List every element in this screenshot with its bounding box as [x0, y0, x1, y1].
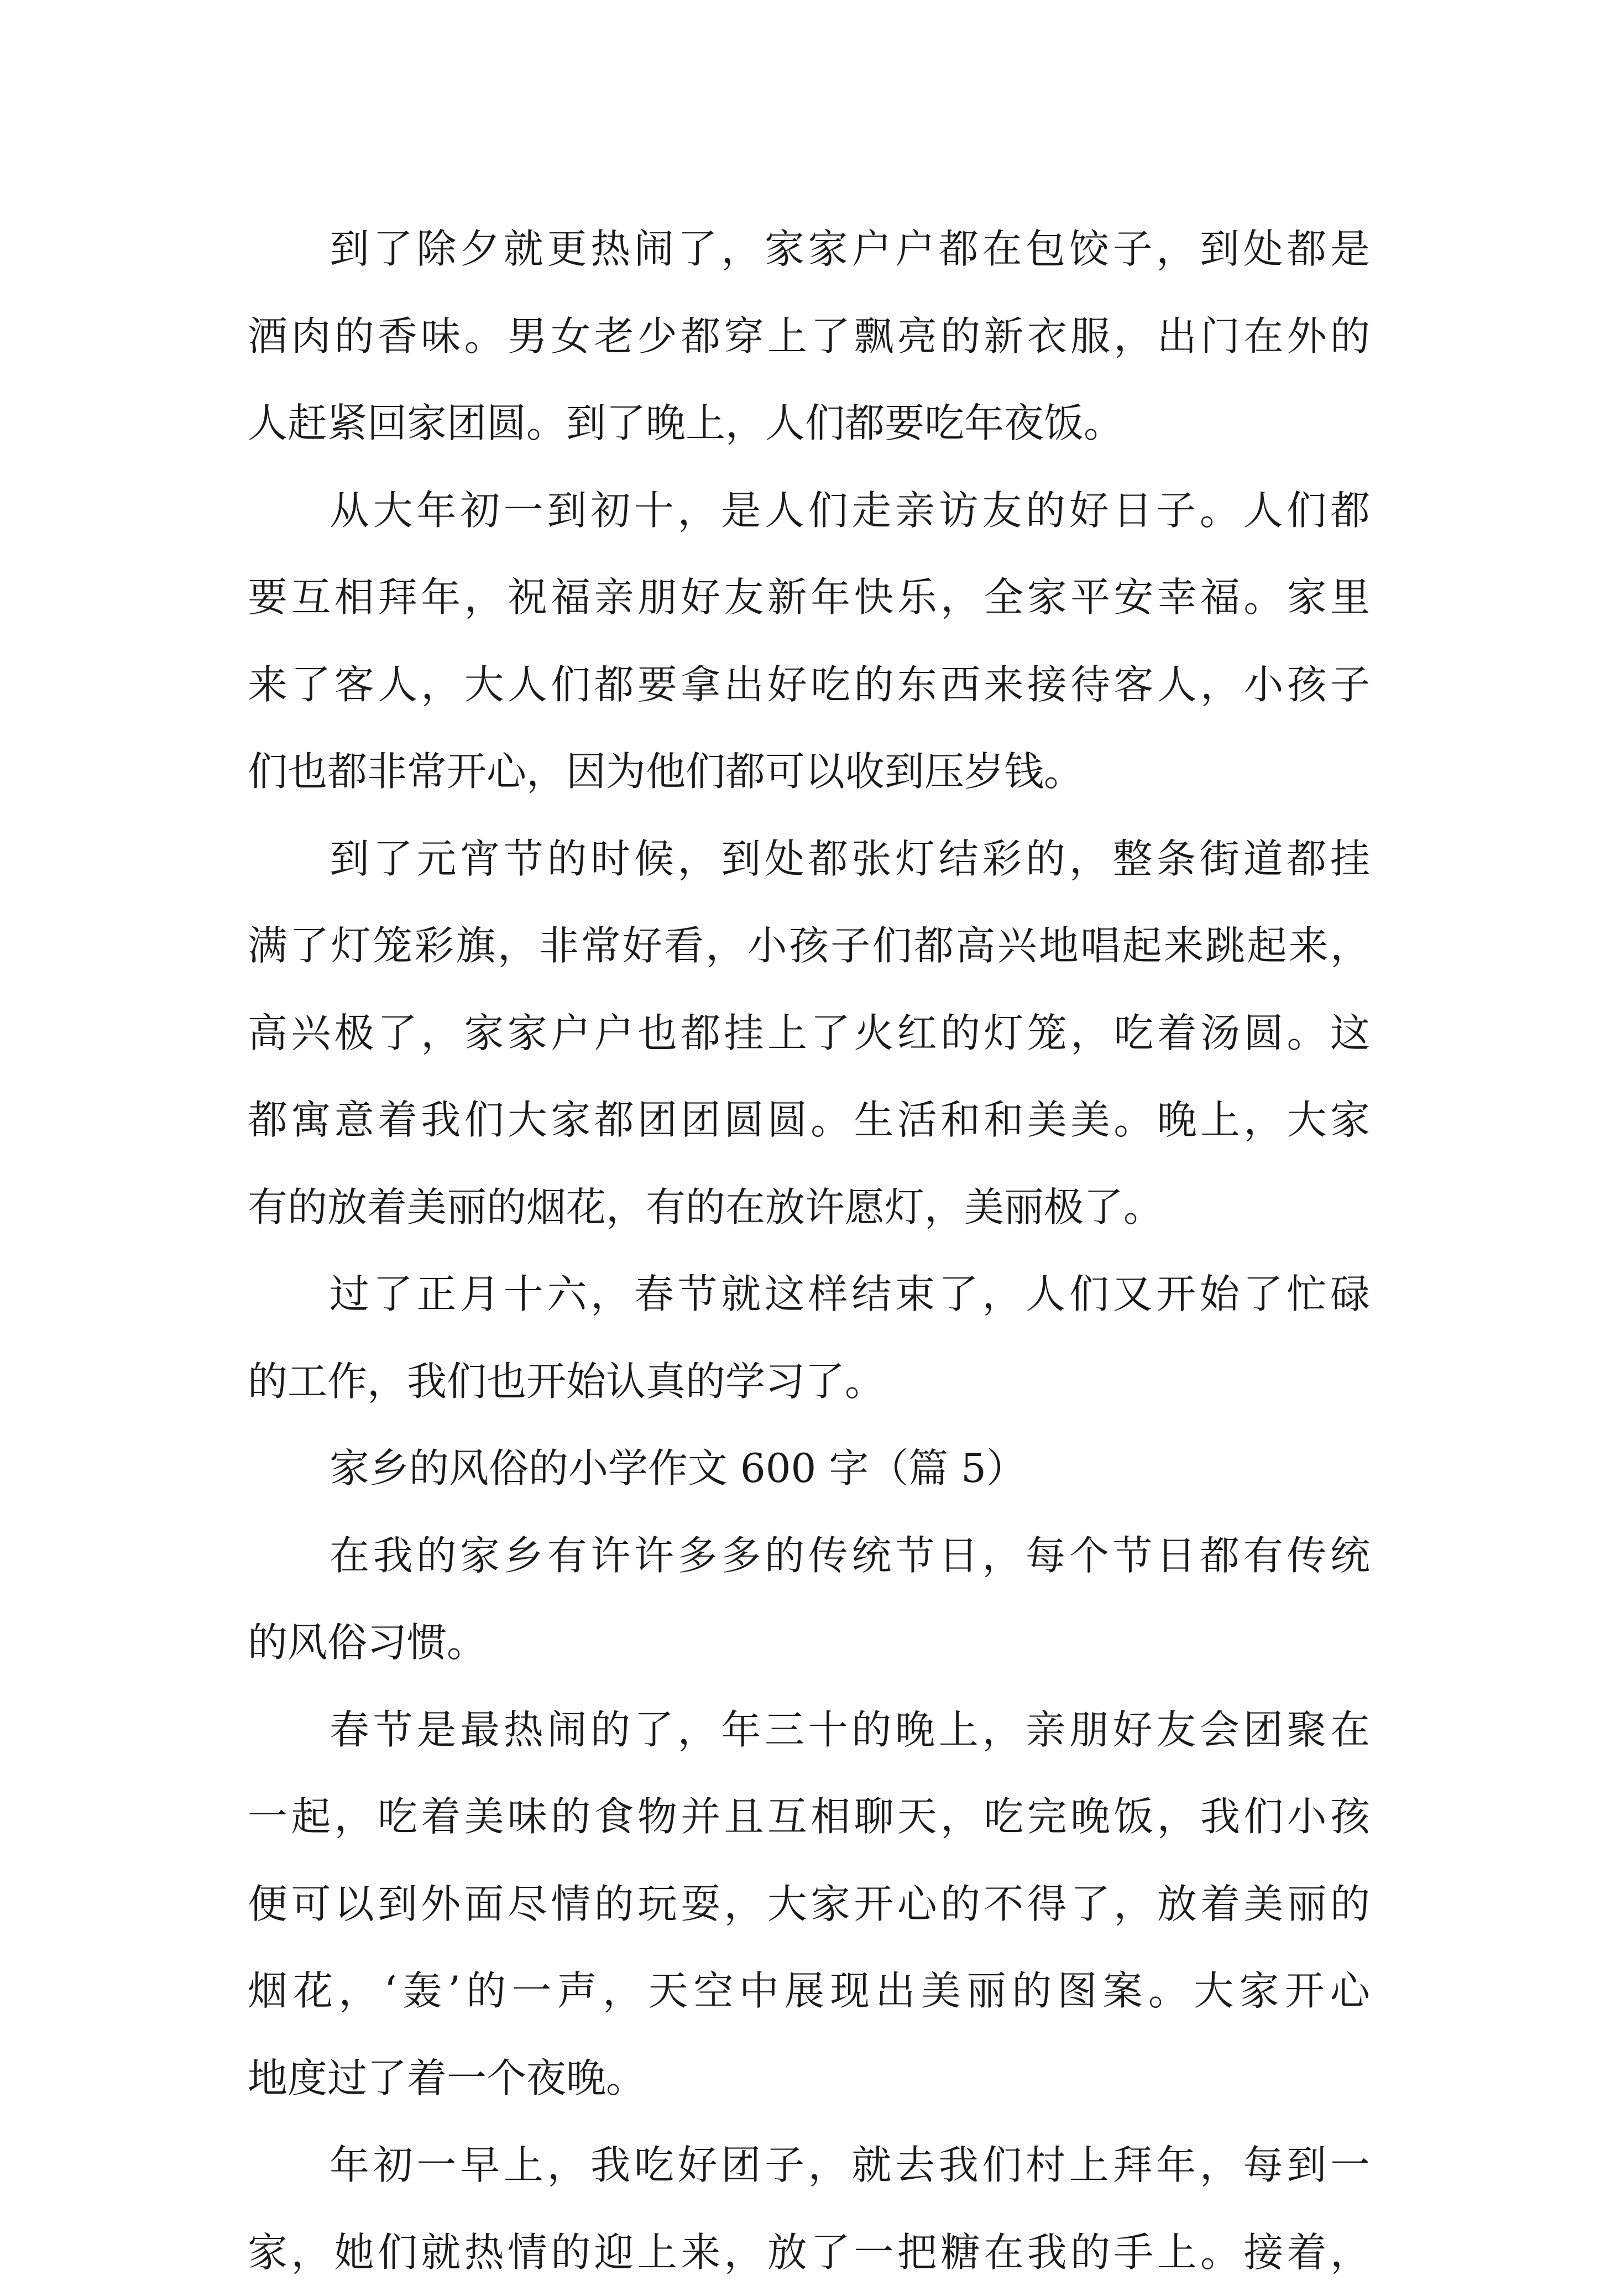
text-line: 的风俗习惯。 [248, 1599, 1370, 1687]
text-line: 满了灯笼彩旗，非常好看，小孩子们都高兴地唱起来跳起来， [248, 902, 1370, 990]
text-line: 地度过了着一个夜晚。 [248, 2035, 1370, 2122]
text-line: 要互相拜年，祝福亲朋好友新年快乐，全家平安幸福。家里 [248, 554, 1370, 641]
text-line: 高兴极了，家家户户也都挂上了火红的灯笼，吃着汤圆。这 [248, 990, 1370, 1077]
text-line: 春节是最热闹的了，年三十的晚上，亲朋好友会团聚在 [248, 1687, 1370, 1774]
text-line: 有的放着美丽的烟花，有的在放许愿灯，美丽极了。 [248, 1164, 1370, 1251]
text-line: 在我的家乡有许许多多的传统节日，每个节日都有传统 [248, 1512, 1370, 1600]
essay-body [248, 206, 1370, 2296]
text-line: 都寓意着我们大家都团团圆圆。生活和和美美。晚上，大家 [248, 1077, 1370, 1164]
text-line: 年初一早上，我吃好团子，就去我们村上拜年，每到一 [248, 2122, 1370, 2209]
text-line: 从大年初一到初十，是人们走亲访友的好日子。人们都 [248, 467, 1370, 555]
text-line: 酒肉的香味。男女老少都穿上了飘亮的新衣服，出门在外的 [248, 293, 1370, 380]
essay-heading: 家乡的风俗的小学作文 600 字（篇 5） [248, 1425, 1370, 1512]
text-line: 人赶紧回家团圆。到了晚上，人们都要吃年夜饭。 [248, 380, 1370, 467]
text-line: 家，她们就热情的迎上来，放了一把糖在我的手上。接着， [248, 2209, 1370, 2296]
text-line: 的工作，我们也开始认真的学习了。 [248, 1338, 1370, 1426]
text-line: 过了正月十六，春节就这样结束了，人们又开始了忙碌 [248, 1251, 1370, 1338]
text-line: 们也都非常开心，因为他们都可以收到压岁钱。 [248, 728, 1370, 816]
text-line: 到了元宵节的时候，到处都张灯结彩的，整条街道都挂 [248, 816, 1370, 903]
text-line: 到了除夕就更热闹了，家家户户都在包饺子，到处都是 [248, 206, 1370, 293]
text-line: 便可以到外面尽情的玩耍，大家开心的不得了，放着美丽的 [248, 1861, 1370, 1948]
text-line: 来了客人，大人们都要拿出好吃的东西来接待客人，小孩子 [248, 641, 1370, 729]
text-line: 一起，吃着美味的食物并且互相聊天，吃完晚饭，我们小孩 [248, 1773, 1370, 1861]
text-line: 烟花，‘轰’的一声，天空中展现出美丽的图案。大家开心 [248, 1948, 1370, 2035]
